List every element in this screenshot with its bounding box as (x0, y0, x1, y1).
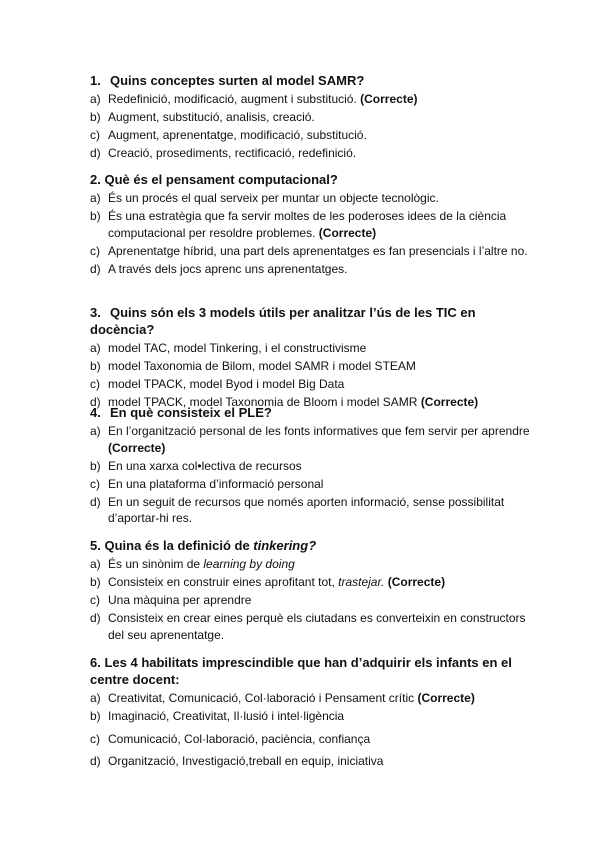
q6-option-a: a) Creativitat, Comunicació, Col·laboració i Pensament crític (Correcte) (90, 691, 475, 705)
q3-option-a: a) model TAC, model Tinkering, i el constructivisme (90, 341, 367, 355)
q4-option-b: b) En una xarxa col•lectiva de recursos (90, 458, 302, 473)
q1-option-d: d) Creació, prosediments, rectificació, redefinició. (90, 146, 357, 160)
question-2 (90, 171, 530, 279)
q4-option-c: c) En una plataforma d’informació personal (90, 476, 324, 491)
question-3 (90, 304, 530, 412)
question-6-title: 6. Les 4 habilitats imprescindible que han d’adquirir els infants en el centre docent: (90, 655, 512, 687)
q5-option-c: c) Una màquina per aprendre (90, 593, 252, 607)
q6-option-b: b) Imaginació, Creativitat, Il·lusió i intel·ligència (90, 709, 345, 723)
q2-option-d: d) A través dels jocs aprenc uns aprenentatges. (90, 261, 348, 276)
q1-option-b: b) Augment, substitució, analisis, creació. (90, 110, 315, 124)
question-5-title: 5. Quina és la definició de tinkering? (90, 538, 317, 553)
correct-marker: (Correcte) (387, 575, 446, 589)
question-4 (90, 404, 530, 528)
correct-marker: (Correcte) (417, 691, 475, 705)
question-4-title: 4. En què consisteix el PLE? (90, 405, 272, 420)
question-1 (90, 72, 530, 163)
correct-marker: (Correcte) (420, 395, 479, 409)
q4-option-d: d) En un seguit de recursos que només aporten informació, sense possibilitat d’aportar-hi res. (90, 494, 505, 525)
q3-option-b: b) model Taxonomia de Bilom, model SAMR i model STEAM (90, 359, 416, 373)
correct-marker: (Correcte) (108, 440, 166, 455)
q3-option-c: c) model TPACK, model Byod i model Big Data (90, 377, 345, 391)
q1-option-a: a) Redefinició, modificació, augment i substitució. (Correcte) (90, 92, 418, 106)
q2-option-b: b) És una estratègia que fa servir moltes de les poderoses idees de la ciència computacional per resoldre problemes. (Correcte) (90, 209, 507, 240)
q5-option-d: d) Consisteix en crear eines perquè els ciutadans es converteixin en constructors del seu aprenentatge. (90, 611, 526, 642)
question-3-title: 3. Quins són els 3 models útils per analitzar l’ús de les TIC en docència? (90, 305, 476, 337)
q6-option-c: c) Comunicació, Col·laboració, paciència, confiança (90, 731, 371, 746)
q5-option-a: a) És un sinònim de learning by doing (90, 557, 295, 571)
q5-option-b: b) Consisteix en construir eines aprofitant tot, trastejar. (Correcte) (90, 575, 446, 589)
q1-option-c: c) Augment, aprenentatge, modificació, substitució. (90, 128, 367, 142)
correct-marker: (Correcte) (318, 225, 377, 240)
q2-option-a: a) És un procés el qual serveix per muntar un objecte tecnològic. (90, 191, 439, 205)
q6-option-d: d) Organització, Investigació,treball en equip, iniciativa (90, 754, 384, 768)
question-5 (90, 537, 530, 645)
q4-option-a: a) En l’organització personal de les fonts informatives que fem servir per aprendre (Correcte) (90, 424, 530, 455)
correct-marker: (Correcte) (360, 92, 418, 106)
q3-option-d: d) model TPACK, model Taxonomia de Bloom i model SAMR (Correcte) (90, 395, 479, 409)
question-1-title: 1. Quins conceptes surten al model SAMR? (90, 73, 365, 88)
question-2-title: 2. Què és el pensament computacional? (90, 172, 338, 187)
q2-option-c: c) Aprenentatge híbrid, una part dels aprenentatges es fan presencials i l’altre no. (90, 243, 528, 258)
question-6 (90, 654, 530, 771)
